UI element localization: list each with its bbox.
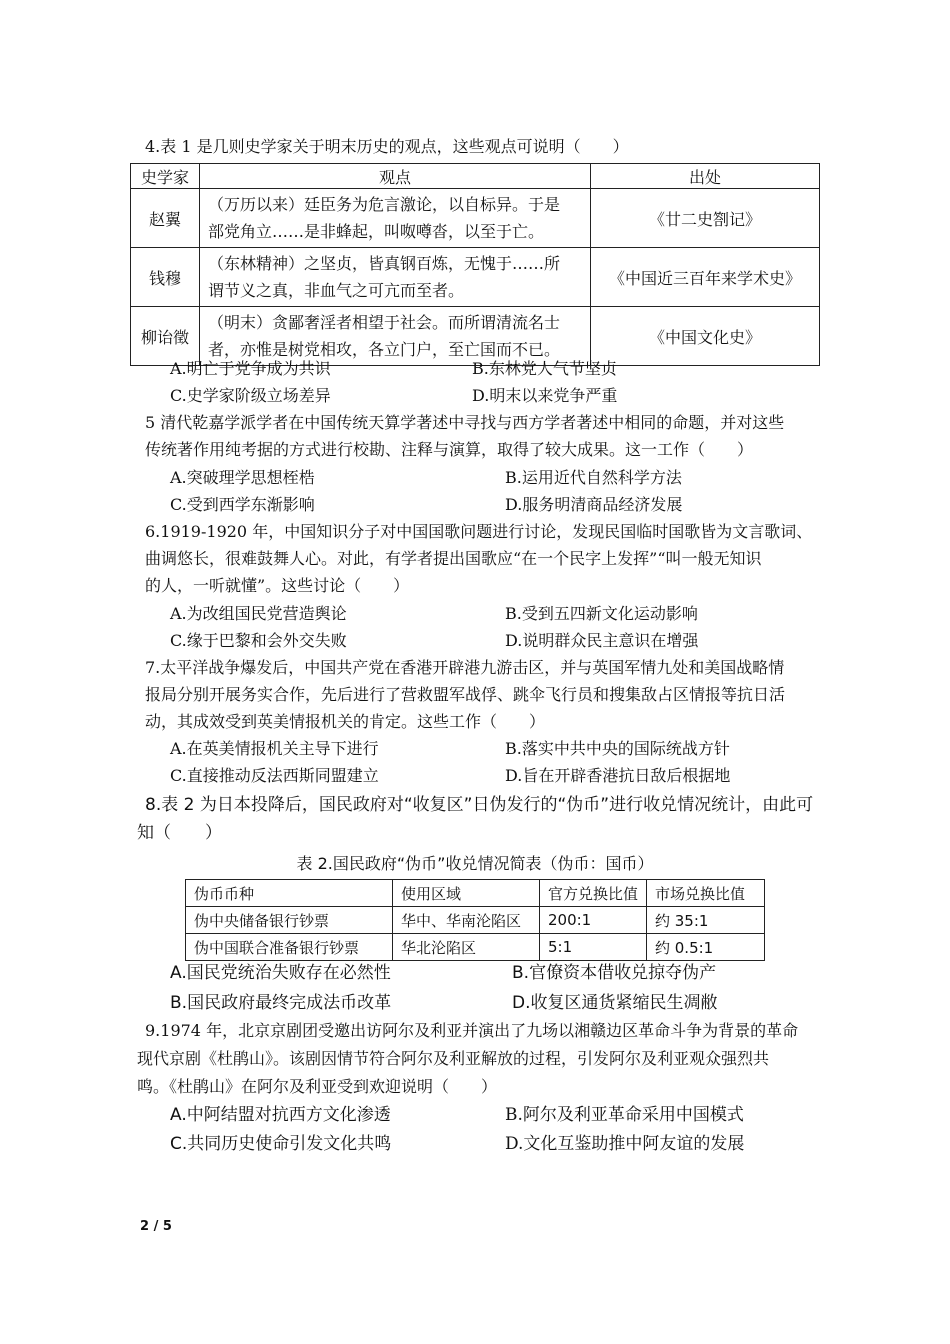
view-line: 谓节义之真，非血气之可亢而至者。 [208, 281, 465, 300]
table-row [186, 934, 765, 961]
region-cell: 华中、华南沦陷区 [393, 907, 540, 934]
page-number: 2 / 5 [140, 1219, 172, 1234]
q9-stem-line: 9.1974 年，北京京剧团受邀出访阿尔及利亚并演出了九场以湘赣边区革命斗争为背景的革命 [145, 1021, 799, 1040]
q8-stem-line: 知（ ） [137, 823, 222, 843]
q8-option-a: A.国民党统治失败存在必然性 [170, 963, 391, 983]
q6-stem-line: 6.1919-1920 年，中国知识分子对中国国歌问题进行讨论，发现民国临时国歌皆为文言歌词、 [145, 522, 813, 541]
view-line: 者，亦惟是树党相攻，各立门户，至亡国而不已。 [208, 340, 561, 359]
q4-table [130, 163, 820, 366]
q6-option-a: A.为改组国民党营造舆论 [170, 604, 347, 623]
region-cell: 华北沦陷区 [393, 934, 540, 961]
table-row [186, 907, 765, 934]
q5-stem-line: 5 清代乾嘉学派学者在中国传统天算学著述中寻找与西方学者著述中相同的命题，并对这些 [145, 413, 785, 432]
q7-option-d: D.旨在开辟香港抗日敌后根据地 [505, 766, 731, 785]
header-currency: 伪币币种 [186, 880, 393, 907]
q8-option-b: B.官僚资本借收兑掠夺伪产 [512, 963, 717, 983]
q7-option-c: C.直接推动反法西斯同盟建立 [170, 766, 379, 785]
q6-option-c: C.缘于巴黎和会外交失败 [170, 631, 347, 650]
market-rate-cell: 约 0.5:1 [647, 934, 765, 961]
q8-option-d: D.收复区通货紧缩民生凋敝 [512, 993, 718, 1013]
source-cell: 《中国文化史》 [591, 307, 820, 366]
currency-cell: 伪中国联合准备银行钞票 [186, 934, 393, 961]
currency-cell: 伪中央储备银行钞票 [186, 907, 393, 934]
table-header-row [186, 880, 765, 907]
header-official-rate: 官方兑换比值 [540, 880, 647, 907]
historian-cell: 赵翼 [131, 189, 200, 248]
table-row [131, 307, 820, 366]
q6-option-b: B.受到五四新文化运动影响 [505, 604, 698, 623]
header-market-rate: 市场兑换比值 [647, 880, 765, 907]
q6-stem-line: 的人，一听就懂”。这些讨论（ ） [145, 576, 410, 595]
q5-option-d: D.服务明清商品经济发展 [505, 495, 683, 514]
q4-option-a: A.明亡于党争成为共识 [170, 359, 331, 378]
source-cell: 《中国近三百年来学术史》 [591, 248, 820, 307]
q9-option-b: B.阿尔及利亚革命采用中国模式 [505, 1105, 744, 1125]
q5-option-c: C.受到西学东渐影响 [170, 495, 315, 514]
q9-stem-line: 现代京剧《杜鹃山》。该剧因情节符合阿尔及利亚解放的过程，引发阿尔及利亚观众强烈共 [137, 1049, 770, 1068]
view-cell [200, 189, 591, 248]
q5-option-b: B.运用近代自然科学方法 [505, 468, 682, 487]
q7-stem-line: 动，其成效受到英美情报机关的肯定。这些工作（ ） [145, 712, 546, 731]
q5-stem-line: 传统著作用纯考据的方式进行校勘、注释与演算，取得了较大成果。这一工作（ ） [145, 440, 754, 459]
q4-option-d: D.明末以来党争严重 [472, 386, 618, 405]
q5-option-a: A.突破理学思想桎梏 [170, 468, 315, 487]
q8-option-c: B.国民政府最终完成法币改革 [170, 993, 392, 1013]
view-cell [200, 307, 591, 366]
header-view: 观点 [200, 164, 591, 189]
table-row [131, 248, 820, 307]
q9-stem-line: 鸣。《杜鹃山》在阿尔及利亚受到欢迎说明（ ） [137, 1077, 498, 1096]
q4-stem: 4.表 1 是几则史学家关于明末历史的观点，这些观点可说明（ ） [145, 137, 629, 156]
table-header-row [131, 164, 820, 189]
q6-stem-line: 曲调悠长，很难鼓舞人心。对此，有学者提出国歌应“在一个民字上发挥”“叫一般无知识 [145, 549, 762, 568]
q8-table [185, 879, 765, 961]
q6-option-d: D.说明群众民主意识在增强 [505, 631, 699, 650]
q7-option-b: B.落实中共中央的国际统战方针 [505, 739, 730, 758]
q4-option-b: B.东林党人气节坚贞 [472, 359, 617, 378]
view-line: 部党角立……是非蜂起，叫呶噂沓，以至于亡。 [208, 222, 545, 241]
view-cell [200, 248, 591, 307]
header-region: 使用区域 [393, 880, 540, 907]
historian-cell: 钱穆 [131, 248, 200, 307]
q7-option-a: A.在英美情报机关主导下进行 [170, 739, 379, 758]
table-row [131, 189, 820, 248]
view-line: （明末）贪鄙奢淫者相望于社会。而所谓清流名士 [208, 313, 561, 332]
header-source: 出处 [591, 164, 820, 189]
q9-option-d: D.文化互鉴助推中阿友谊的发展 [505, 1134, 745, 1154]
view-line: （万历以来）廷臣务为危言激论，以自标异。于是 [208, 195, 561, 214]
header-historian: 史学家 [131, 164, 200, 189]
q4-option-c: C.史学家阶级立场差异 [170, 386, 331, 405]
q7-stem-line: 7.太平洋战争爆发后，中国共产党在香港开辟港九游击区，并与英国军情九处和美国战略情 [145, 658, 785, 677]
q9-option-c: C.共同历史使命引发文化共鸣 [170, 1134, 392, 1154]
q9-option-a: A.中阿结盟对抗西方文化渗透 [170, 1105, 391, 1125]
q7-stem-line: 报局分别开展务实合作，先后进行了营救盟军战俘、跳伞飞行员和搜集敌占区情报等抗日活 [145, 685, 786, 704]
q8-stem-line: 8.表 2 为日本投降后，国民政府对“收复区”日伪发行的“伪币”进行收兑情况统计，由此可 [145, 795, 814, 815]
market-rate-cell: 约 35:1 [647, 907, 765, 934]
historian-cell: 柳诒徵 [131, 307, 200, 366]
official-rate-cell: 200:1 [540, 907, 647, 934]
official-rate-cell: 5:1 [540, 934, 647, 961]
source-cell: 《廿二史劄记》 [591, 189, 820, 248]
table-caption: 表 2.国民政府“伪币”收兑情况简表（伪币：国币） [296, 854, 654, 873]
view-line: （东林精神）之坚贞，皆真钢百炼，无愧于……所 [208, 254, 561, 273]
